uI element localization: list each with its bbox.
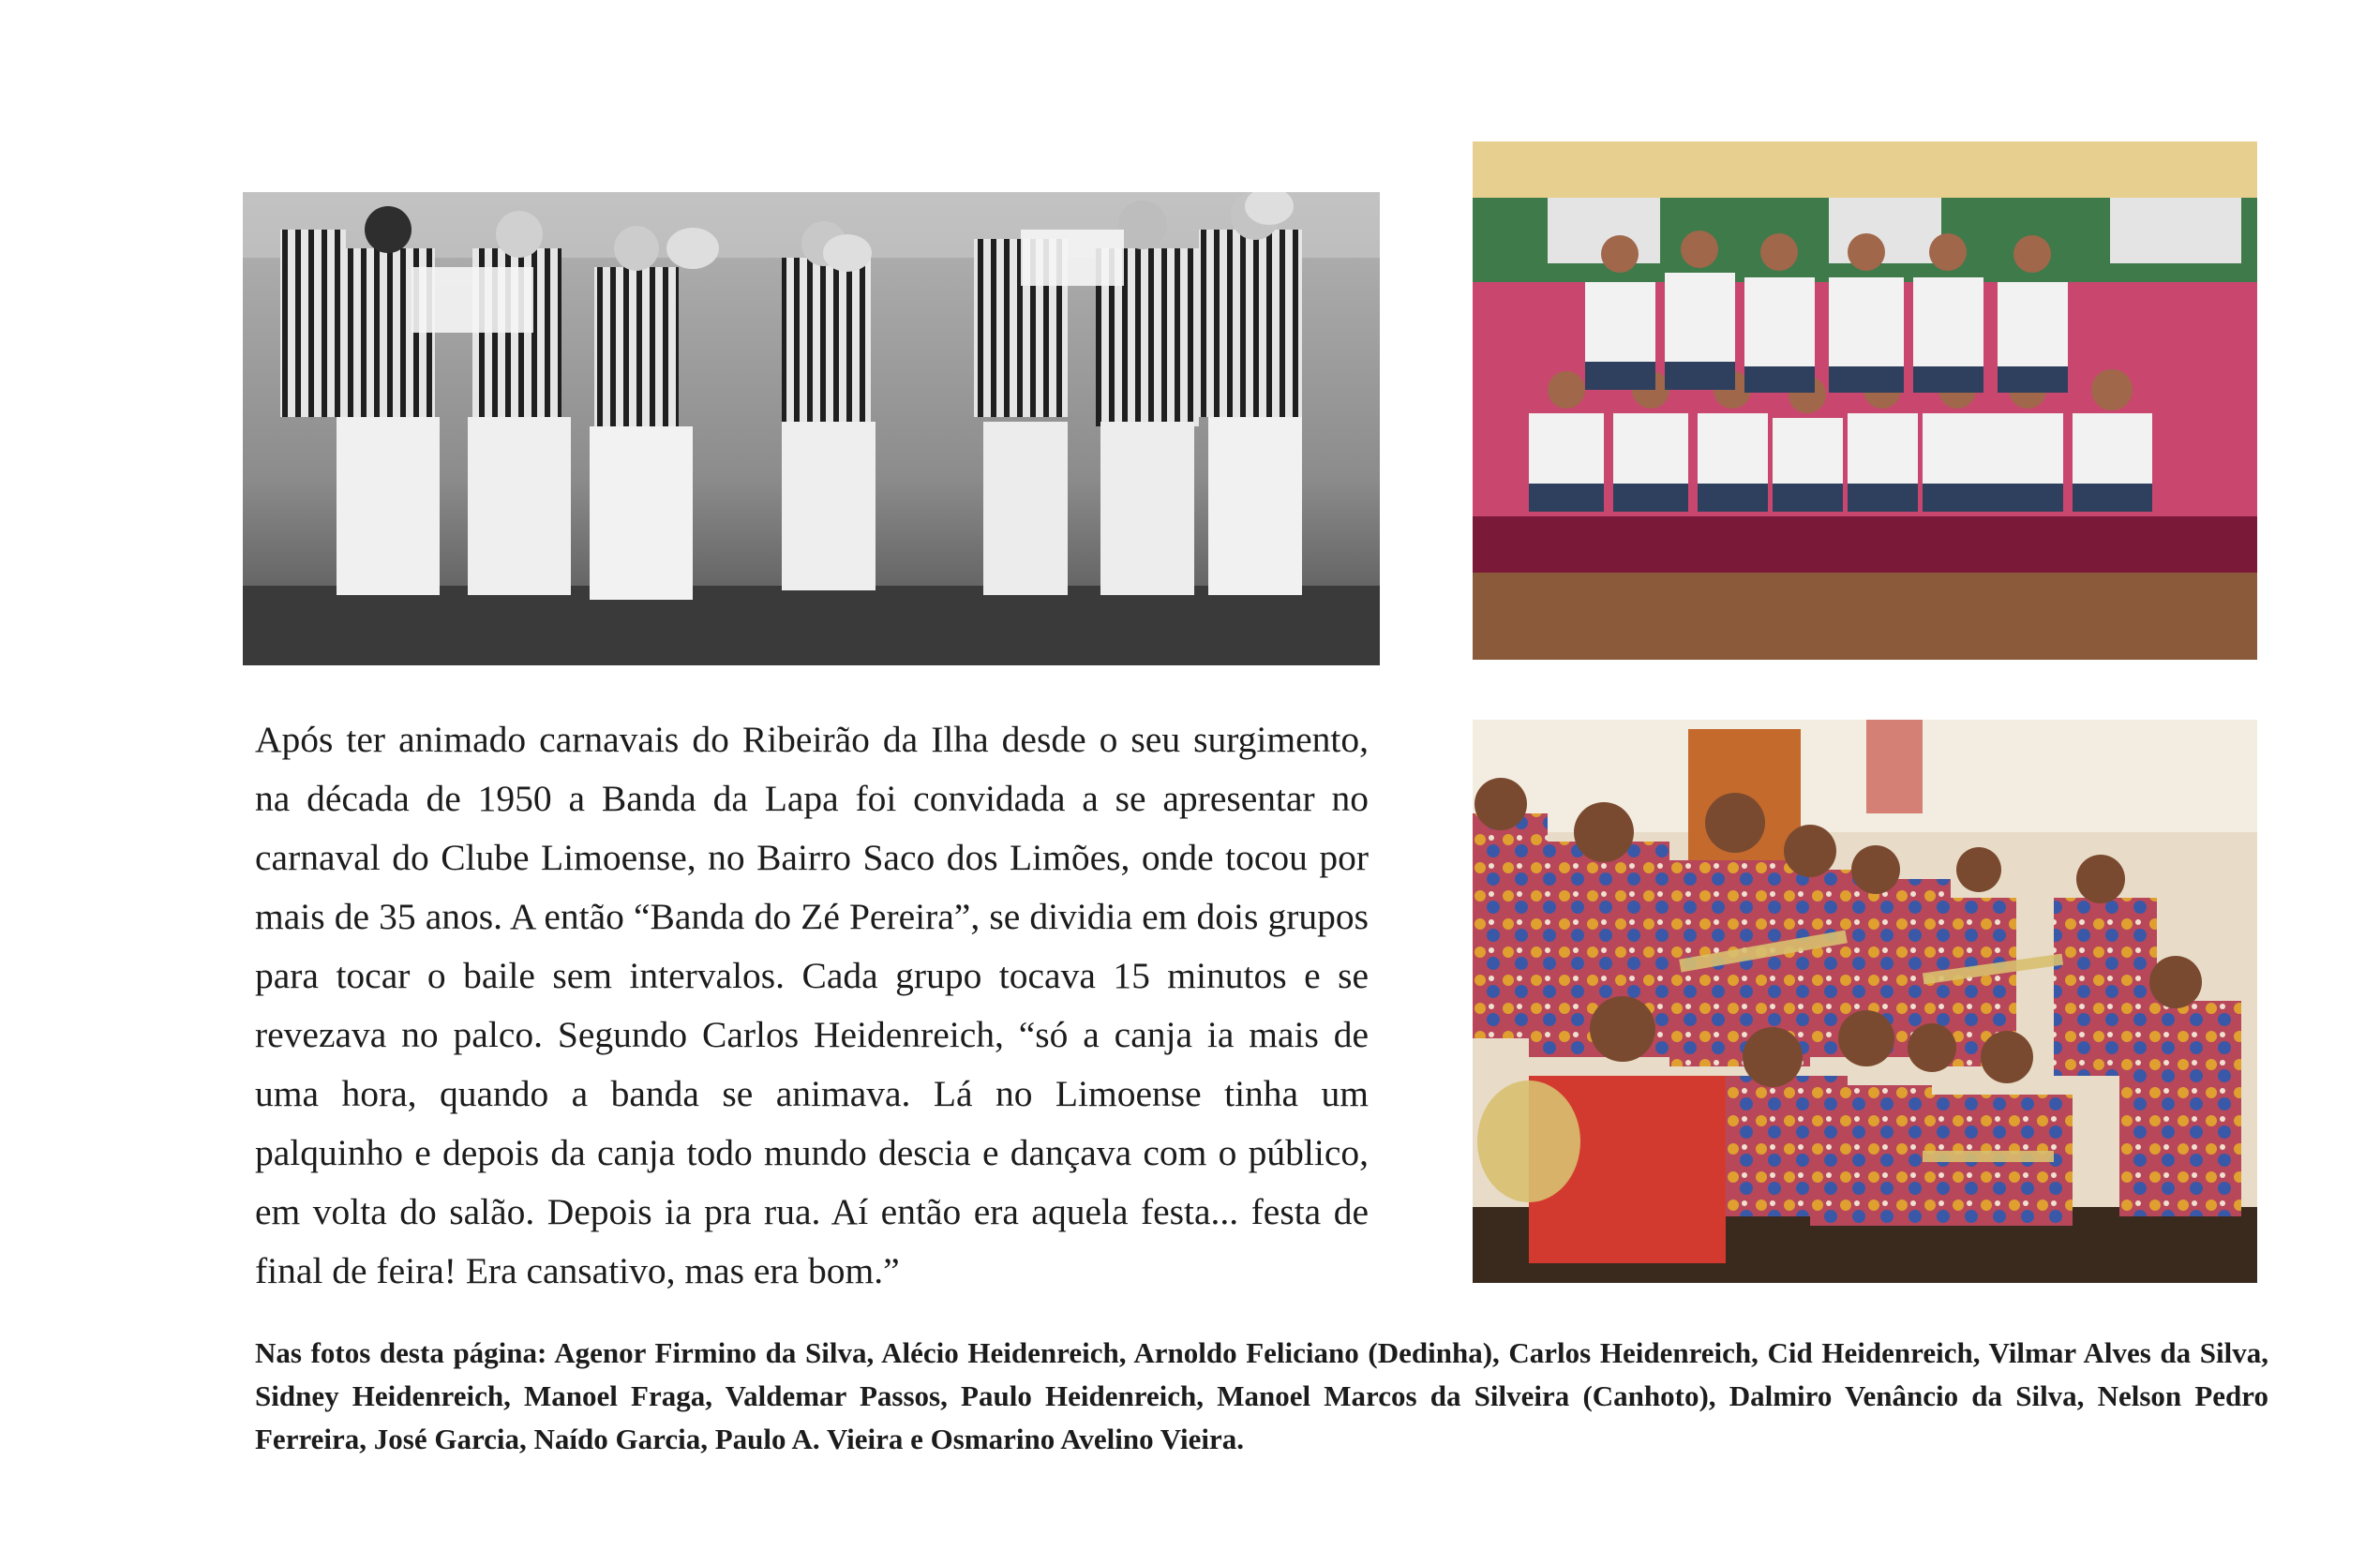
photo-band-on-stage-color [1473,142,2257,660]
photo-caption: Nas fotos desta página: Agenor Firmino da Silva, Alécio Heidenreich, Arnoldo Feliciano (Dedinha), Carlos Heidenreich, Cid Heidenreich, Vilmar Alves da Silva, Sidney Heidenreich, Manoel Fraga, Valdemar Passos, Paulo Heidenreich, Manoel Marcos da Silveira (Canhoto), Dalmiro Venâncio da Silva, Nelson Pedro Ferreira, José Garcia, Naído Garcia, Paulo A. Vieira e Osmarino Avelino Vieira. [255,1336,2268,1455]
photo-band-black-and-white [243,192,1380,665]
body-paragraph: Após ter animado carnavais do Ribeirão da Ilha desde o seu surgimento, na década de 1950 a Banda da Lapa foi convidada a se apresentar no carnaval do Clube Limoense, no Bairro Saco dos Limões, onde tocou por mais de 35 anos. A então “Banda do Zé Pereira”, se dividia em dois grupos para tocar o baile sem intervalos. Cada grupo tocava 15 minutos e se revezava no palco. Segundo Carlos Heidenreich, “só a canja ia mais de uma hora, quando a banda se animava. Lá no Limoense tinha um palquinho e depois da canja todo mundo descia e dançava com o público, em volta do salão. Depois ia pra rua. Aí então era aquela festa... festa de final de feira! Era cansativo, mas era bom.” [255,719,1369,1291]
photo-band-floral-shirts-color [1473,720,2257,1283]
